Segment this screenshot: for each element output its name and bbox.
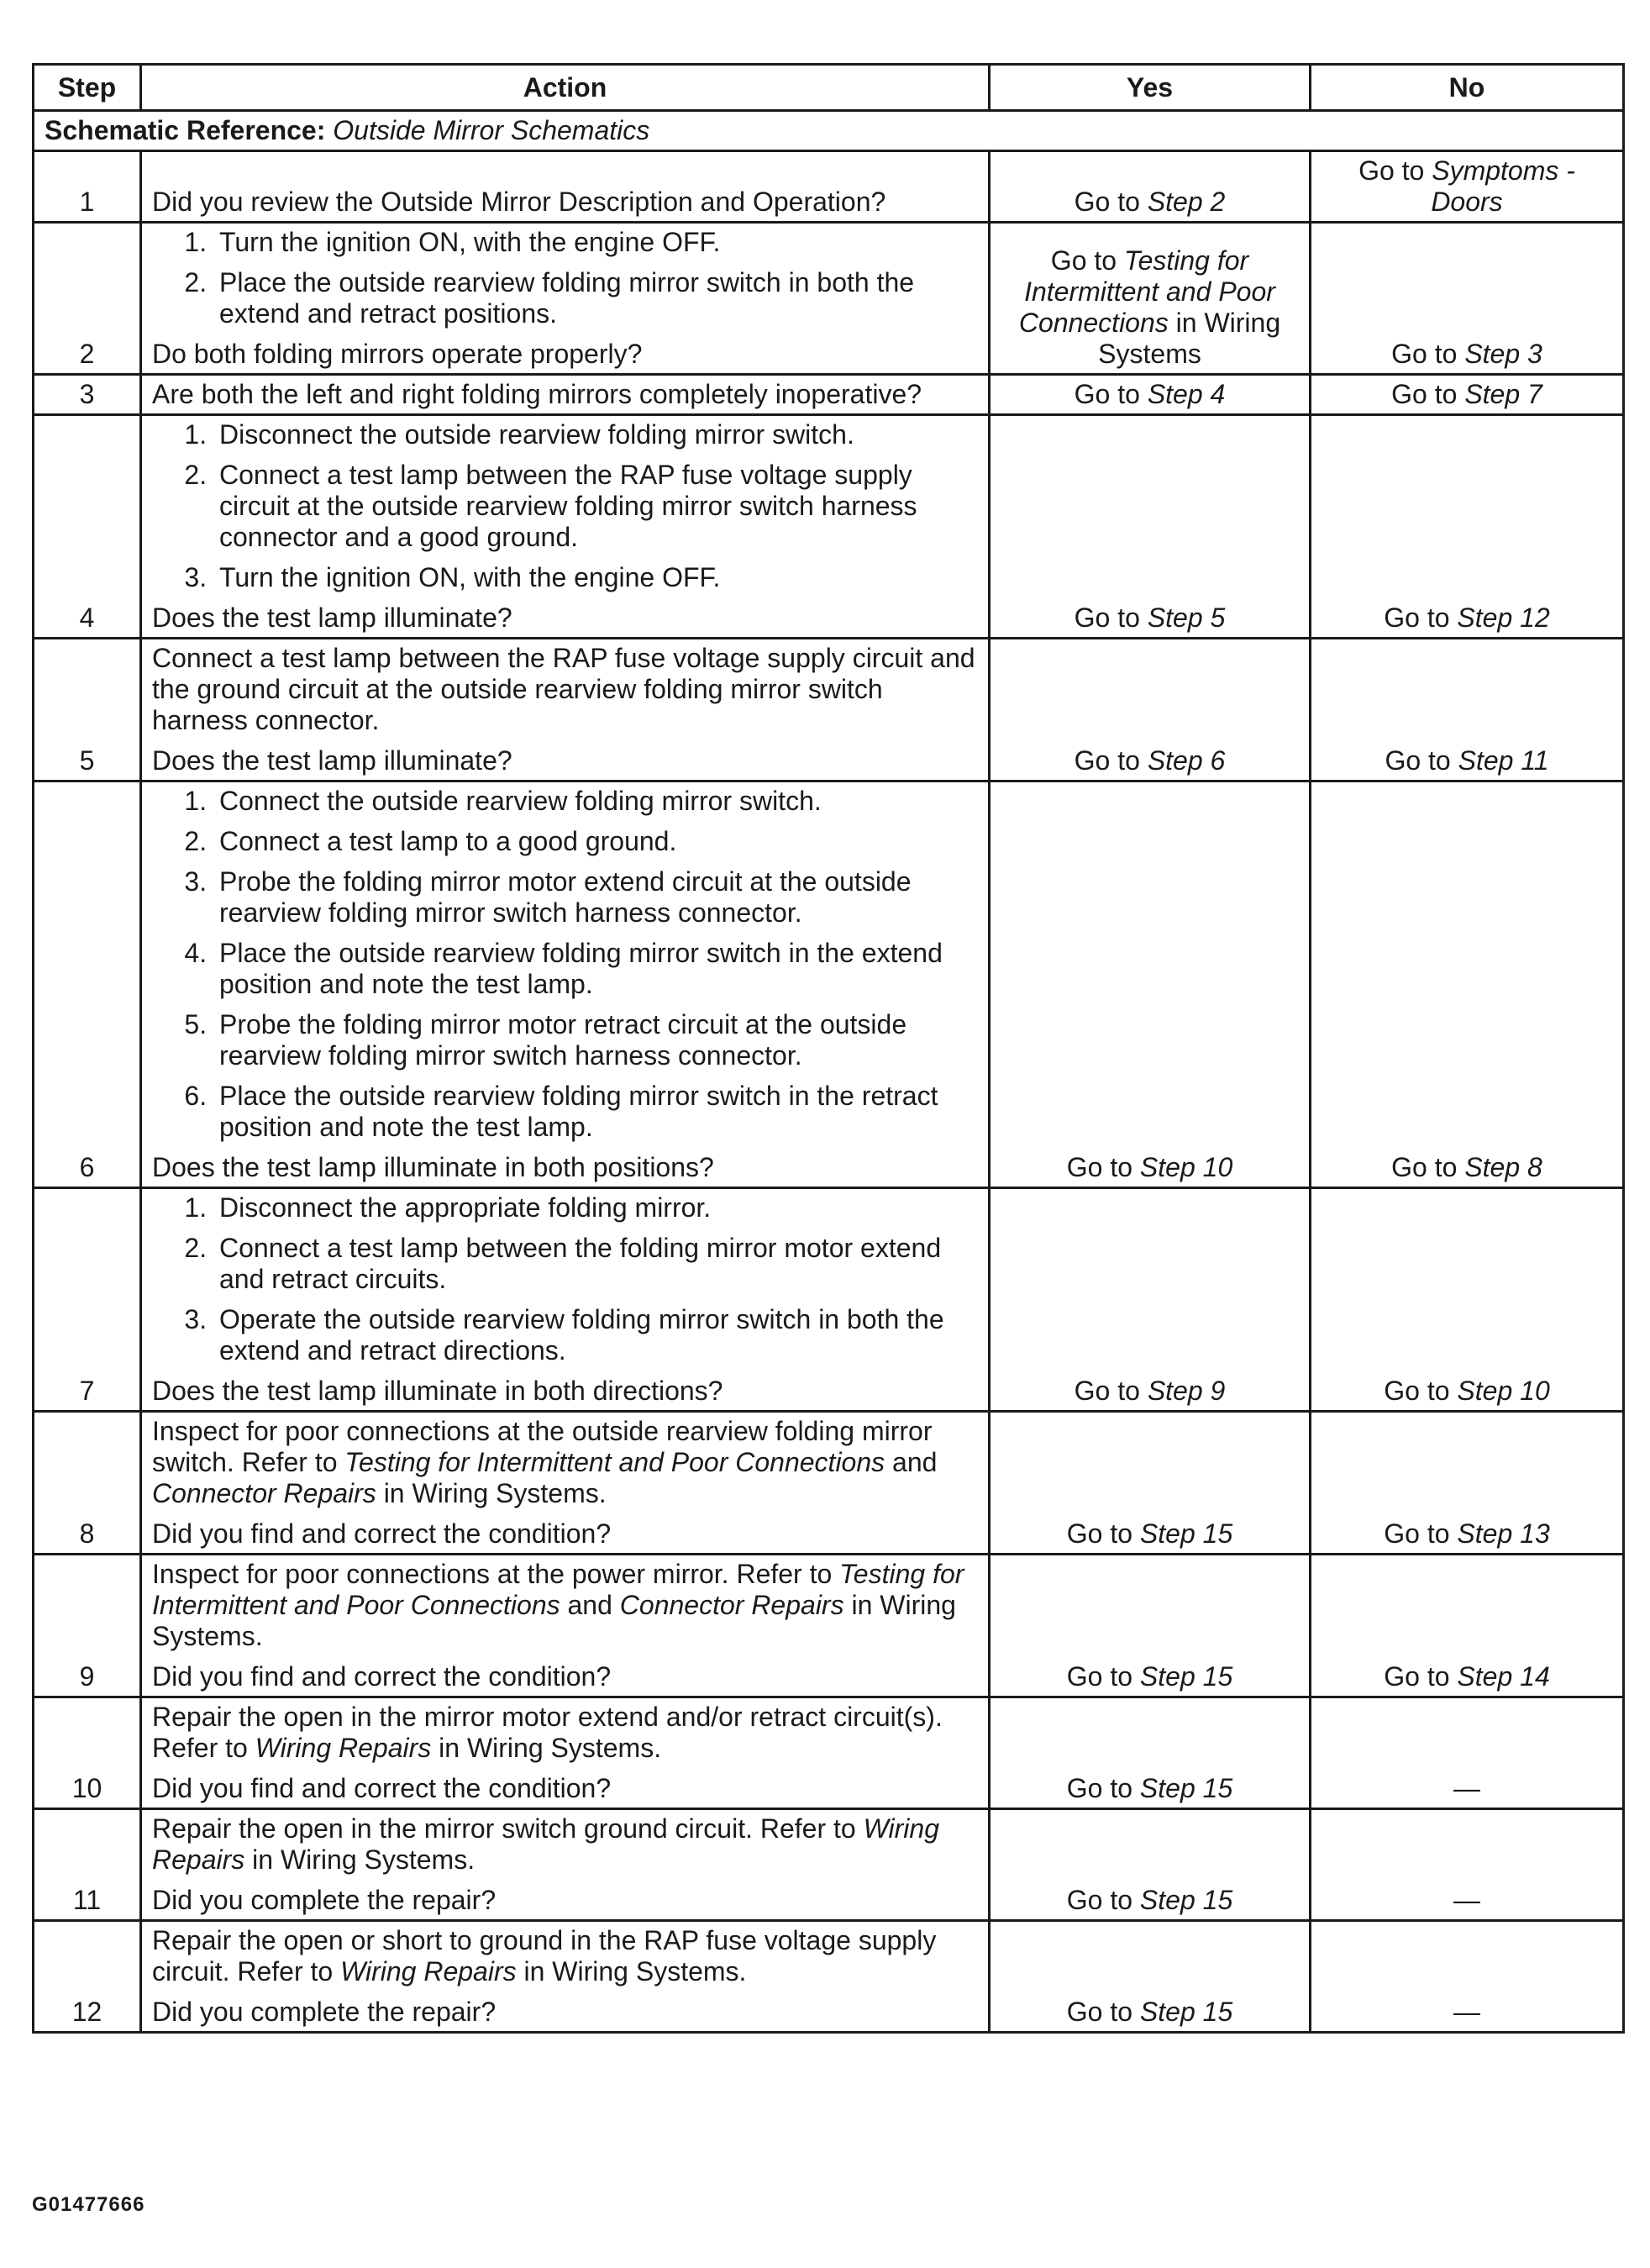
- yes-result: [990, 1188, 1311, 1412]
- yes-result: [990, 223, 1311, 375]
- yes-result: [990, 781, 1311, 1188]
- action-step-item: 1. Turn the ignition ON, with the engine OFF.: [214, 227, 978, 258]
- goto-link[interactable]: Step 14: [1457, 1661, 1550, 1692]
- goto-link[interactable]: Step 15: [1139, 1773, 1233, 1803]
- table-row: [34, 375, 1624, 415]
- goto-link[interactable]: Step 9: [1147, 1376, 1226, 1406]
- no-result: [1311, 1188, 1624, 1412]
- action-cell: [141, 415, 990, 639]
- table-body: [34, 111, 1624, 2033]
- goto-link[interactable]: Step 6: [1147, 745, 1226, 776]
- goto-link[interactable]: Step 15: [1139, 1885, 1233, 1915]
- schematic-reference-row: [34, 111, 1624, 151]
- action-step-item: 2. Connect a test lamp to a good ground.: [214, 826, 978, 857]
- goto-prefix: Go to: [1384, 603, 1458, 633]
- schematic-reference-cell: [34, 111, 1624, 151]
- action-question: Are both the left and right folding mirrors completely inoperative?: [152, 379, 922, 409]
- instruction-text: Inspect for poor connections at the power mirror. Refer to: [152, 1559, 840, 1589]
- action-instruction: [152, 1925, 978, 1987]
- goto-prefix: Go to: [1074, 603, 1148, 633]
- goto-prefix: Go to: [1066, 1997, 1140, 2027]
- action-question: Did you find and correct the condition?: [152, 1518, 612, 1549]
- instruction-text: Repair the open or short to ground in the RAP fuse voltage supply circuit. Refer to: [152, 1925, 937, 1986]
- no-result: [1311, 639, 1624, 781]
- yes-result: [990, 415, 1311, 639]
- table-row: [34, 639, 1624, 781]
- table-row: [34, 1921, 1624, 2033]
- reference-link[interactable]: Testing for Intermittent and Poor Connections: [152, 1559, 964, 1620]
- instruction-text: in Wiring Systems.: [244, 1844, 476, 1875]
- step-number: 9: [34, 1555, 141, 1697]
- action-step-item: 1. Disconnect the outside rearview folding mirror switch.: [214, 419, 978, 450]
- action-question: Does the test lamp illuminate in both directions?: [152, 1376, 723, 1406]
- action-cell: [141, 1921, 990, 2033]
- step-number: 3: [34, 375, 141, 415]
- no-result: [1311, 1555, 1624, 1697]
- reference-link[interactable]: Wiring Repairs: [340, 1956, 517, 1986]
- action-question: Did you complete the repair?: [152, 1885, 497, 1915]
- step-number: 4: [34, 415, 141, 639]
- goto-prefix: Go to: [1066, 1152, 1140, 1182]
- not-applicable-dash: —: [1453, 1773, 1480, 1803]
- action-cell: [141, 375, 990, 415]
- reference-link[interactable]: Wiring Repairs: [152, 1813, 939, 1875]
- action-cell: [141, 781, 990, 1188]
- action-step-item: 3. Probe the folding mirror motor extend circuit at the outside rearview folding mirror switch harness connector.: [214, 866, 978, 929]
- action-cell: [141, 639, 990, 781]
- goto-prefix: Go to: [1384, 1661, 1458, 1692]
- action-instruction: [152, 1559, 978, 1652]
- goto-link[interactable]: Step 7: [1464, 379, 1542, 409]
- action-instruction: [152, 1702, 978, 1764]
- goto-link[interactable]: Symptoms - Doors: [1431, 155, 1575, 217]
- action-cell: [141, 151, 990, 223]
- reference-link[interactable]: Connector Repairs: [152, 1478, 376, 1508]
- step-number: 11: [34, 1809, 141, 1921]
- table-row: [34, 1412, 1624, 1555]
- no-result: [1311, 1809, 1624, 1921]
- table-row: [34, 781, 1624, 1188]
- yes-result: [990, 1809, 1311, 1921]
- table-row: [34, 1188, 1624, 1412]
- instruction-text: and: [560, 1590, 620, 1620]
- action-step-item: 3. Operate the outside rearview folding mirror switch in both the extend and retract directions.: [214, 1304, 978, 1366]
- goto-link[interactable]: Step 2: [1147, 187, 1226, 217]
- goto-link[interactable]: Step 10: [1139, 1152, 1233, 1182]
- header-step: Step: [34, 65, 141, 111]
- goto-prefix: Go to: [1384, 1376, 1458, 1406]
- no-result: [1311, 781, 1624, 1188]
- instruction-text: Repair the open in the mirror motor extend and/or retract circuit(s). Refer to: [152, 1702, 943, 1763]
- no-result: [1311, 375, 1624, 415]
- goto-link[interactable]: Step 8: [1464, 1152, 1542, 1182]
- instruction-text: and: [885, 1447, 938, 1477]
- table-row: [34, 1555, 1624, 1697]
- goto-prefix: Go to: [1066, 1661, 1140, 1692]
- action-steps-list: [152, 1192, 978, 1366]
- step-number: 1: [34, 151, 141, 223]
- yes-result: [990, 639, 1311, 781]
- action-cell: [141, 1188, 990, 1412]
- yes-result: [990, 1697, 1311, 1809]
- action-instruction: [152, 1813, 978, 1876]
- goto-prefix: Go to: [1066, 1518, 1140, 1549]
- action-step-item: 1. Disconnect the appropriate folding mirror.: [214, 1192, 978, 1223]
- step-number: 2: [34, 223, 141, 375]
- step-number: 5: [34, 639, 141, 781]
- step-number: 10: [34, 1697, 141, 1809]
- goto-prefix: Go to: [1391, 1152, 1465, 1182]
- action-question: Did you find and correct the condition?: [152, 1661, 612, 1692]
- table-row: [34, 1809, 1624, 1921]
- yes-result: [990, 375, 1311, 415]
- action-cell: [141, 223, 990, 375]
- step-number: 12: [34, 1921, 141, 2033]
- step-number: 8: [34, 1412, 141, 1555]
- figure-code: G01477666: [32, 2193, 145, 2216]
- table-row: [34, 415, 1624, 639]
- action-question: Did you find and correct the condition?: [152, 1773, 612, 1803]
- action-instruction: [152, 1416, 978, 1509]
- goto-link[interactable]: Step 15: [1139, 1661, 1233, 1692]
- table-row: [34, 223, 1624, 375]
- goto-prefix: Go to: [1074, 1376, 1148, 1406]
- table-header-row: [34, 65, 1624, 111]
- action-question: Does the test lamp illuminate in both positions?: [152, 1152, 714, 1182]
- no-result: [1311, 1697, 1624, 1809]
- goto-link[interactable]: Step 15: [1139, 1997, 1233, 2027]
- step-number: 6: [34, 781, 141, 1188]
- goto-link[interactable]: Step 3: [1464, 339, 1542, 369]
- action-question: Does the test lamp illuminate?: [152, 603, 512, 633]
- action-step-item: 4. Place the outside rearview folding mirror switch in the extend position and note the test lamp.: [214, 938, 978, 1000]
- action-step-item: 2. Place the outside rearview folding mirror switch in both the extend and retract positions.: [214, 267, 978, 329]
- goto-link[interactable]: Step 11: [1458, 745, 1549, 776]
- schematic-reference-link[interactable]: Outside Mirror Schematics: [333, 115, 650, 145]
- action-step-item: 3. Turn the ignition ON, with the engine OFF.: [214, 562, 978, 593]
- goto-prefix: Go to: [1066, 1885, 1140, 1915]
- instruction-text: in Wiring Systems.: [431, 1733, 662, 1763]
- not-applicable-dash: —: [1453, 1997, 1480, 2027]
- action-cell: [141, 1697, 990, 1809]
- yes-result: [990, 151, 1311, 223]
- goto-prefix: Go to: [1391, 379, 1465, 409]
- header-action: Action: [141, 65, 990, 111]
- action-step-item: 2. Connect a test lamp between the folding mirror motor extend and retract circuits.: [214, 1233, 978, 1295]
- goto-prefix: Go to: [1384, 1518, 1458, 1549]
- action-cell: [141, 1412, 990, 1555]
- goto-link[interactable]: Testing for Intermittent and Poor Connections: [1018, 245, 1275, 338]
- goto-prefix: Go to: [1074, 745, 1148, 776]
- header-no: No: [1311, 65, 1624, 111]
- goto-prefix: Go to: [1066, 1773, 1140, 1803]
- action-question: Did you complete the repair?: [152, 1997, 497, 2027]
- action-steps-list: [152, 227, 978, 329]
- action-instruction: Connect a test lamp between the RAP fuse voltage supply circuit and the ground circuit at the outside rearview folding mirror switch harness connector.: [152, 643, 975, 735]
- reference-link[interactable]: Connector Repairs: [619, 1590, 844, 1620]
- instruction-text: Inspect for poor connections at the outside rearview folding mirror switch. Refer to: [152, 1416, 933, 1477]
- instruction-text: in Wiring Systems.: [152, 1590, 956, 1651]
- action-question: Do both folding mirrors operate properly?: [152, 339, 643, 369]
- action-question: Did you review the Outside Mirror Description and Operation?: [152, 187, 886, 217]
- instruction-text: Repair the open in the mirror switch ground circuit. Refer to: [152, 1813, 864, 1844]
- instruction-text: in Wiring Systems.: [516, 1956, 747, 1986]
- action-steps-list: [152, 419, 978, 593]
- not-applicable-dash: —: [1453, 1885, 1480, 1915]
- table-row: [34, 151, 1624, 223]
- goto-prefix: Go to: [1074, 187, 1148, 217]
- yes-result: [990, 1921, 1311, 2033]
- goto-prefix: Go to: [1385, 745, 1458, 776]
- action-cell: [141, 1809, 990, 1921]
- no-result: [1311, 223, 1624, 375]
- table-row: [34, 1697, 1624, 1809]
- no-result: [1311, 415, 1624, 639]
- yes-result: [990, 1412, 1311, 1555]
- goto-link[interactable]: Step 10: [1457, 1376, 1550, 1406]
- schematic-reference-label: Schematic Reference:: [45, 115, 326, 145]
- goto-prefix: Go to: [1391, 339, 1465, 369]
- goto-link[interactable]: Step 12: [1457, 603, 1550, 633]
- action-steps-list: [152, 786, 978, 1143]
- action-question: Does the test lamp illuminate?: [152, 745, 512, 776]
- no-result: [1311, 1412, 1624, 1555]
- action-step-item: 2. Connect a test lamp between the RAP fuse voltage supply circuit at the outside rearview folding mirror switch harness connector and a good ground.: [214, 460, 978, 553]
- goto-prefix: Go to: [1050, 245, 1124, 276]
- goto-link[interactable]: Step 4: [1147, 379, 1226, 409]
- header-yes: Yes: [990, 65, 1311, 111]
- action-step-item: 5. Probe the folding mirror motor retract circuit at the outside rearview folding mirror switch harness connector.: [214, 1009, 978, 1071]
- goto-link[interactable]: Step 13: [1457, 1518, 1550, 1549]
- goto-link[interactable]: Step 15: [1139, 1518, 1233, 1549]
- action-step-item: 6. Place the outside rearview folding mirror switch in the retract position and note the test lamp.: [214, 1081, 978, 1143]
- goto-suffix: in Wiring Systems: [1098, 308, 1281, 369]
- step-number: 7: [34, 1188, 141, 1412]
- diagnostic-table: [32, 63, 1625, 2034]
- instruction-text: in Wiring Systems.: [376, 1478, 607, 1508]
- goto-link[interactable]: Step 5: [1147, 603, 1226, 633]
- goto-prefix: Go to: [1074, 379, 1148, 409]
- action-cell: [141, 1555, 990, 1697]
- reference-link[interactable]: Testing for Intermittent and Poor Connections: [344, 1447, 885, 1477]
- yes-result: [990, 1555, 1311, 1697]
- no-result: [1311, 1921, 1624, 2033]
- action-step-item: 1. Connect the outside rearview folding mirror switch.: [214, 786, 978, 817]
- no-result: [1311, 151, 1624, 223]
- reference-link[interactable]: Wiring Repairs: [255, 1733, 432, 1763]
- goto-prefix: Go to: [1358, 155, 1432, 186]
